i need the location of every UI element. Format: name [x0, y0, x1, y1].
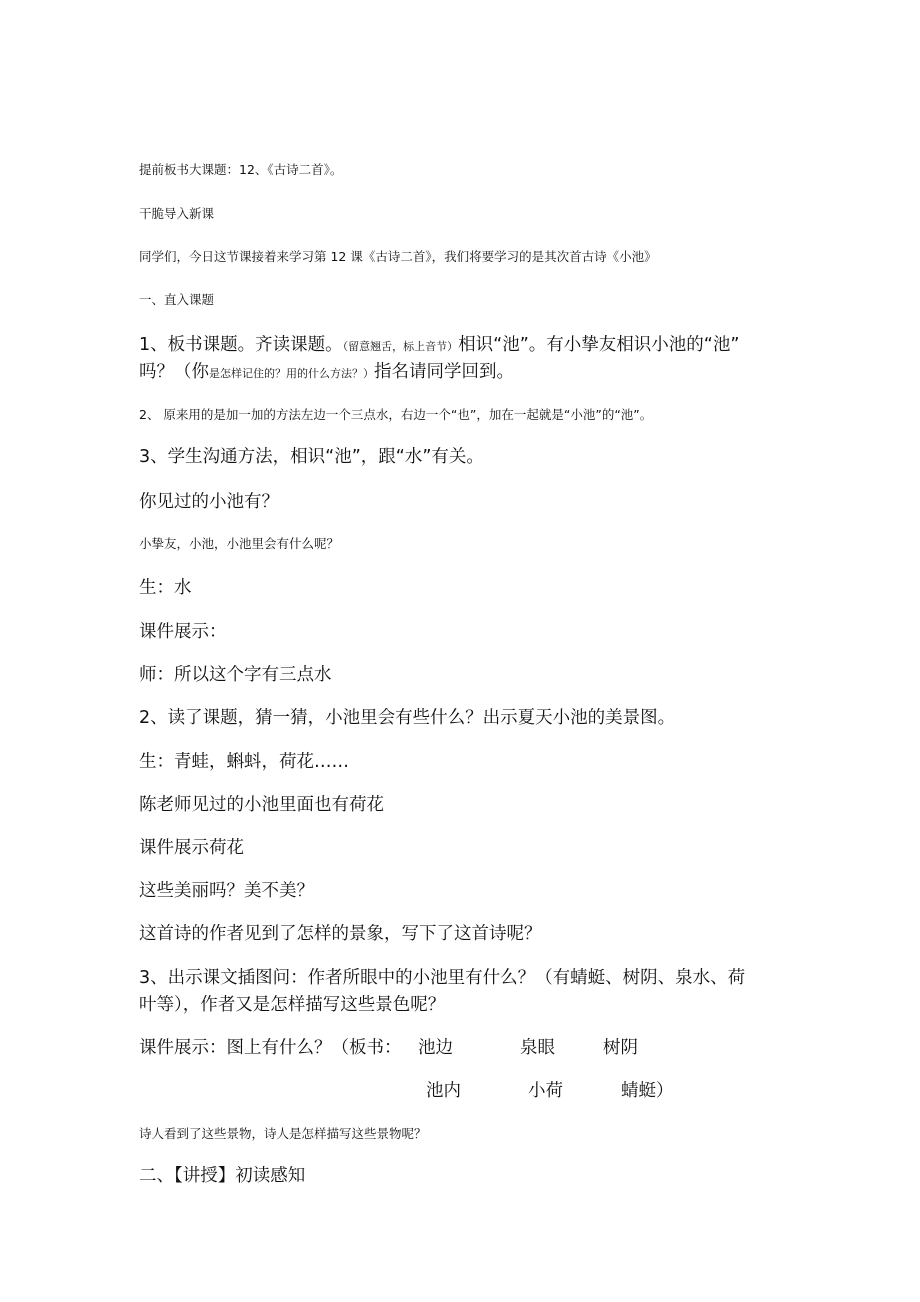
- step-3-illustration-line-2: 叶等），作者又是怎样描写这些景色呢？: [139, 995, 446, 1015]
- board-word-tree-shade: 树阴: [603, 1038, 638, 1058]
- student-answer-water: 生：水: [139, 578, 192, 598]
- step-1-text-a: 1、板书课题。齐读课题。: [139, 335, 343, 355]
- question-kids: 小挚友，小池，小池里会有什么呢？: [139, 536, 340, 551]
- board-word-dragonfly: 蜻蜓）: [621, 1081, 674, 1101]
- step-1-line-1: [139, 331, 739, 356]
- step-1-line-2-a: 吗？（你: [139, 362, 209, 382]
- board-word-in-pond: 池内: [426, 1081, 461, 1101]
- step-1-line-2-note: 是怎样记住的？用的什么方法？）: [209, 367, 374, 380]
- step-3-illustration-line-1: 3、出示课文插图问：作者所眼中的小池里有什么？（有蜻蜓、树阴、泉水、荷: [139, 968, 746, 988]
- teacher-lotus-line: 陈老师见过的小池里面也有荷花: [139, 795, 384, 815]
- courseware-display: 课件展示：: [139, 622, 227, 642]
- board-word-small-lotus: 小荷: [528, 1081, 563, 1101]
- step-2-explanation: 2、 原来用的是加一加的方法左边一个三点水，右边一个“也”，加在一起就是“小池”的“池”。: [139, 407, 653, 422]
- board-title-note: 提前板书大课题：12、《古诗二首》。: [139, 162, 343, 177]
- author-question: 这首诗的作者见到了怎样的景象，写下了这首诗呢？: [139, 924, 542, 944]
- step-2-guess: 2、读了课题，猜一猜，小池里会有些什么？出示夏天小池的美景图。: [139, 708, 676, 728]
- intro-paragraph: 同学们，今日这节课接着来学习第 12 课《古诗二首》，我们将要学习的是其次首古诗《小池》: [139, 249, 657, 264]
- section-intro-heading: 干脆导入新课: [139, 206, 215, 221]
- courseware-lotus: 课件展示荷花: [139, 838, 244, 858]
- step-3-line: 3、学生沟通方法，相识“池”，跟“水”有关。: [139, 447, 484, 467]
- section-2-heading: 二、【讲授】初读感知: [139, 1166, 306, 1186]
- teacher-line: 师：所以这个字有三点水: [139, 665, 332, 685]
- step-1-note: （留意翘舌，标上音节）: [342, 340, 459, 353]
- step-1-line-2-c: 指名请同学回到。: [374, 362, 514, 382]
- step-1-text-c: 相识“池”。有小挚友相识小池的“池”: [458, 335, 740, 355]
- courseware-board-prefix: 课件展示：图上有什么？（板书：: [139, 1038, 402, 1058]
- beauty-question: 这些美丽吗？美不美？: [139, 881, 314, 901]
- board-word-spring: 泉眼: [520, 1038, 555, 1058]
- question-pond: 你见过的小池有？: [139, 492, 279, 512]
- section-1-heading: 一、直入课题: [139, 292, 215, 307]
- student-answer-list: 生：青蛙，蝌蚪，荷花……: [139, 752, 349, 772]
- poet-question: 诗人看到了这些景物，诗人是怎样描写这些景物呢？: [139, 1126, 427, 1141]
- board-word-pond-edge: 池边: [418, 1038, 453, 1058]
- step-1-line-2: [139, 358, 514, 383]
